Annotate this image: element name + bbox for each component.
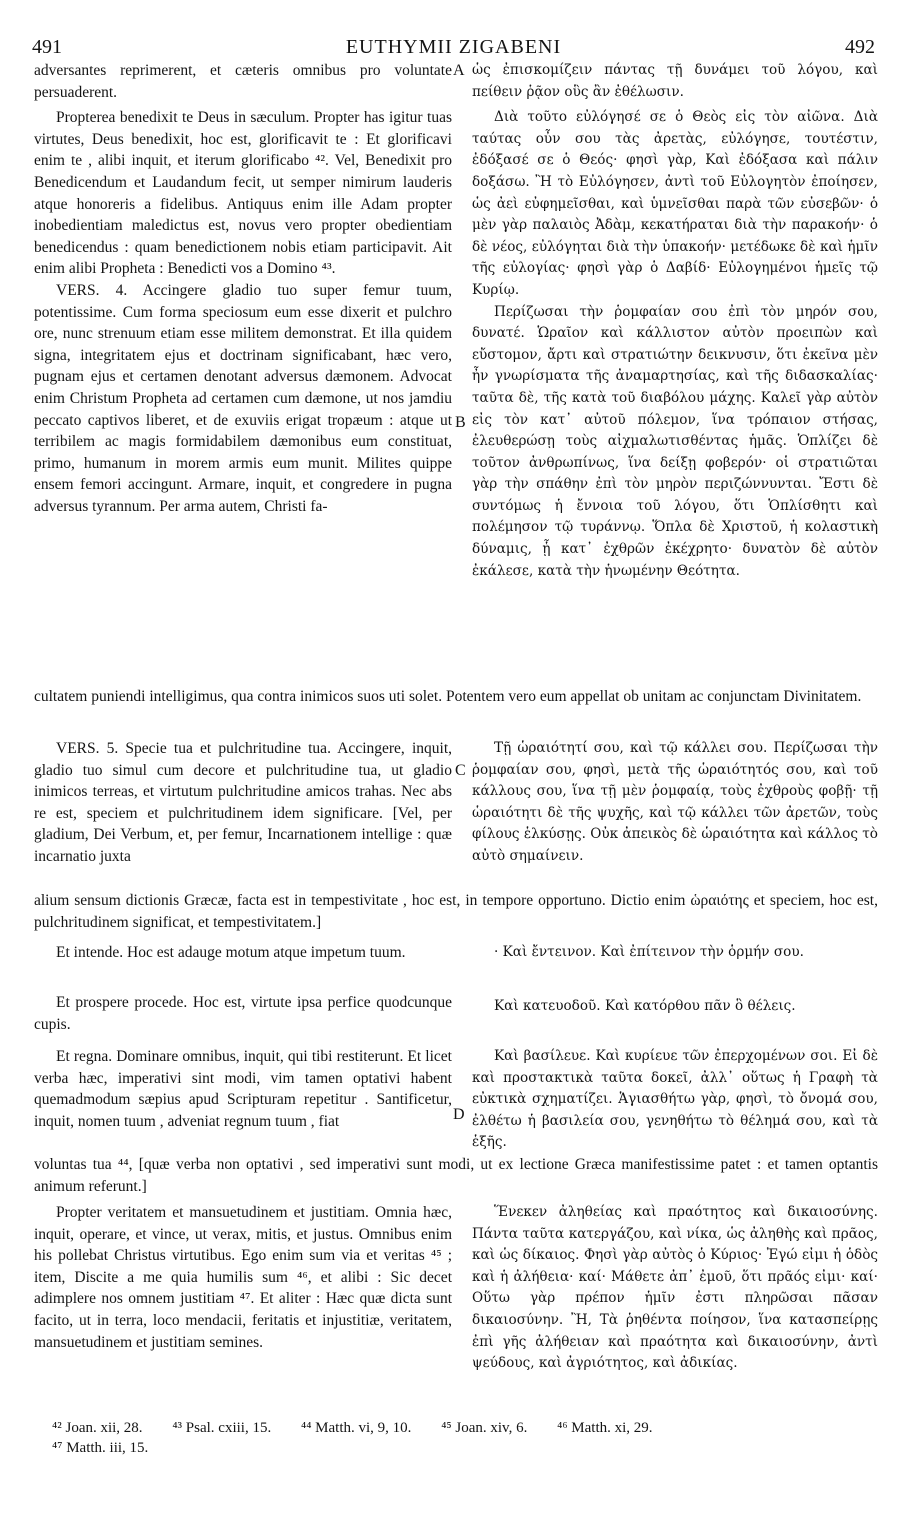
running-title: EUTHYMII ZIGABENI	[345, 36, 562, 58]
latin-paragraph: Et intende. Hoc est adauge motum atque impetum tuum.	[56, 944, 406, 961]
greek-column-3	[472, 1046, 878, 1154]
footnote: ⁴⁵ Joan. xiv, 6.	[441, 1420, 528, 1436]
greek-column-4	[472, 1202, 878, 1375]
greek-paragraph: Διὰ τοῦτο εὐλόγησέ σε ὁ Θεὸς εἰς τὸν αἰῶνα. Διὰ ταύτας οὖν σου τὰς ἀρετὰς, εὐλόγησε, τουτέστιν, ἐδόξασέ σε ὁ Θεός· φησὶ γὰρ, Καὶ ἐδόξασα καὶ πάλιν δοξάσω. Ἢ τὸ Εὐλόγησεν, ἀντὶ τοῦ Εὐλογητὸν ἐποίησεν, ὡς ἀεὶ εὐφημεῖσθαι, καὶ ὑμνεῖσθαι παρὰ τῶν εὐσεβῶν· ὁ μὲν γὰρ παλαιὸς Ἀδὰμ, κεκατήραται διὰ τὴν παρακοήν· ὁ δὲ νέος, εὐλόγηται διὰ τὴν ὑπακοήν· μετέδωκε δὲ καὶ ἡμῖν τῆς εὐλογίας· φησὶ γὰρ ὁ Δαβίδ· Εὐλογημένοι ἡμεῖς τῷ Κυρίῳ.	[472, 109, 878, 298]
greek-paragraph: ὡς ἐπισκομίζειν πάντας τῇ δυνάμει τοῦ λόγου, καὶ πείθειν ῥᾷον οὓς ἂν ἐθέλωσιν.	[472, 62, 878, 100]
greek-column-2	[472, 738, 878, 868]
latin-paragraph: VERS. 5. Specie tua et pulchritudine tua. Accingere, inquit, gladio tuo simul cum decore et pulchritudine tua, ut gladio inimicos terreas, et virtutum pulchritudine amicos trahas. Nec abs re est, speciem et pulchritudinem idem significare. [Vel, per gladium, Dei Verbum, et, per femur, Incarnationem intellige : quæ incarnatio juxta	[34, 740, 452, 865]
margin-marker-a: A	[453, 62, 465, 79]
greek-verse-kateuodou	[472, 996, 878, 1018]
footnote: ⁴⁶ Matth. xi, 29.	[557, 1420, 653, 1436]
latin-paragraph: Propter veritatem et mansuetudinem et justitiam. Omnia hæc, inquit, operare, et vince, ut verax, mitis, et justus. Omnibus enim his pollebat Christus virtutibus. Ego enim sum via et veritas ⁴⁵ ; item, Discite a me quia humilis sum ⁴⁶, et alibi : Sic decet adimplere nos omnem justitiam ⁴⁷. Et aliter : Hæc quæ dicta sunt facito, ut in terra, loco mendacii, feritatis et injustitiæ, veritatem, mansuetudinem et justitiam semines.	[34, 1204, 452, 1351]
greek-paragraph: Καὶ βασίλευε. Καὶ κυρίευε τῶν ἐπερχομένων σοι. Εἰ δὲ καὶ προστακτικὰ ταῦτα δοκεῖ, ἀλλ᾽ οὕτως ἡ Γραφὴ τὰ εὐκτικὰ σχηματίζει. Ἁγιασθήτω γὰρ, φησὶ, τὸ ὄνομά σου, ἐλθέτω ἡ βασιλεία σου, γενηθήτω τὸ θέλημά σου, καὶ τὰ ἑξῆς.	[472, 1048, 878, 1151]
footnote-row	[52, 1418, 882, 1438]
page-header	[32, 36, 875, 60]
latin-paragraph: Et regna. Dominare omnibus, inquit, qui tibi restiterunt. Et licet verba hæc, imperativi sint modi, vim tamen optativi habent quemadmodum sæpius apud Scripturam repetitur . Santificetur, inquit, nomen tuum , adveniat regnum tuum , fiat	[34, 1048, 452, 1130]
greek-verse-enteinon	[472, 942, 878, 964]
latin-paragraph: VERS. 4. Accingere gladio tuo super femur tuum, potentissime. Cum forma speciosum eum esse dixerit et pulchro ore, nunc strenuum etiam esse militem demonstrat. Et illa quidem signa, integritatem ejus et doctrinam significabant, hæc vero, pugnam ejus et certamen denotant adversus dæmonem. Advocat enim Christum Propheta ad certamen cum dæmone, ut nos jamdiu peccato captivos liberet, et de exuviis erigat tropæum : atque ut terribilem ac magis formidabilem dæmonibus eum constituat, primo, humanum in morem armis eum munit. Milites quippe ensem femori accingunt. Armare, inquit, et congredere in pugna adversus tyrannum. Per arma autem, Christi fa-	[34, 281, 452, 515]
greek-paragraph: Τῇ ὡραιότητί σου, καὶ τῷ κάλλει σου. Περίζωσαι τὴν ῥομφαίαν σου, φησὶ, μετὰ τῆς ὡραιότητός σου, καὶ τοῦ κάλλους σου, ἵνα τῇ μὲν ῥομφαίᾳ, τοὺς ἐχθροὺς φοβῇ· τῇ ὡραιότητι δὲ τῆς ψυχῆς, καὶ τῷ κάλλει τῶν ἀρετῶν, τοὺς φίλους ἑλκύσῃς. Οὐκ ἀπεικὸς δὲ ὡραιότητα καὶ κάλλος τὸ αὐτὸ σημαίνειν.	[472, 740, 878, 864]
latin-verse-procede	[34, 992, 452, 1035]
footnote: ⁴³ Psal. cxiii, 15.	[172, 1420, 272, 1436]
full-width-paragraph-2	[34, 890, 878, 933]
full-width-paragraph-3	[34, 1154, 878, 1197]
full-width-text: alium sensum dictionis Græcæ, facta est in tempestivitate , hoc est, in tempore opportuno. Dictio enim ὡραιότης et speciem, hoc est, pulchritudinem significat, et tempestivitatem.]	[34, 892, 878, 931]
greek-column-1	[472, 60, 878, 582]
page-number-right: 492	[845, 36, 875, 58]
full-width-paragraph-1	[34, 686, 878, 708]
latin-column-2	[34, 738, 452, 868]
margin-marker-b: B	[455, 414, 466, 431]
footnote: ⁴⁴ Matth. vi, 9, 10.	[300, 1420, 412, 1436]
latin-column-1	[34, 60, 452, 517]
latin-paragraph: Et prospere procede. Hoc est, virtute ipsa perfice quodcunque cupis.	[34, 994, 452, 1033]
greek-paragraph: · Καὶ ἔντεινον. Καὶ ἐπίτεινον τὴν ὁρμήν σου.	[494, 944, 804, 960]
footnote: ⁴⁷ Matth. iii, 15.	[52, 1440, 149, 1456]
greek-paragraph: Καὶ κατευοδοῦ. Καὶ κατόρθου πᾶν ὃ θέλεις.	[494, 998, 796, 1014]
page-number-left: 491	[32, 36, 62, 58]
greek-paragraph: Περίζωσαι τὴν ῥομφαίαν σου ἐπὶ τὸν μηρόν σου, δυνατέ. Ὡραῖον καὶ κάλλιστον αὐτὸν προειπὼν καὶ εὔστομον, ἄρτι καὶ στρατιώτην δεικνυσιν, ὅτι ἐκεῖνα μὲν ἦν γνωρίσματα τῆς ἀναμαρτησίας, καὶ τῆς διδασκαλίας· ταῦτα δὲ, τῆς κατὰ τοῦ διαβόλου μάχης. Καλεῖ γὰρ αὐτὸν εἰς τὸν κατ᾽ αὐτοῦ πόλεμον, ἵνα τρόπαιον στήσας, ἐλευθερώσῃ τοὺς αἰχμαλωτισθέντας ἡμᾶς. Ὁπλίζει δὲ τοῦτον ἀνθρωπίνως, ἵνα δείξῃ φοβερόν· οἱ στρατιῶται γὰρ τὴν σπάθην ἐπὶ τὸν μηρὸν περιζώννυνται. Ἔστι δὲ συντόμως ἡ ἔννοια τοῦ λόγου, ὅτι Ὁπλίσθητι καὶ πολέμησον τῷ τυράννῳ. Ὅπλα δὲ Χριστοῦ, ἡ κολαστικὴ δύναμις, ᾗ κατ᾽ ἐχθρῶν ἐκέχρητο· δυνατὸν δὲ αὐτὸν ἐκάλεσε, κατὰ τὴν ἡνωμένην Θεότητα.	[472, 303, 878, 579]
latin-verse-intende	[34, 942, 452, 964]
footnotes	[52, 1418, 882, 1458]
full-width-text: cultatem puniendi intelligimus, qua contra inimicos suos uti solet. Potentem vero eum appellat ob unitam ac conjunctam Divinitatem.	[34, 688, 862, 705]
latin-paragraph: adversantes reprimerent, et cæteris omnibus pro voluntate persuaderent.	[34, 62, 452, 101]
footnote: ⁴² Joan. xii, 28.	[52, 1420, 143, 1436]
full-width-text: voluntas tua ⁴⁴, [quæ verba non optativi , sed imperativi sunt modi, ut ex lectione Græca manifestissime patet : et tamen optantis animum referunt.]	[34, 1156, 878, 1195]
greek-paragraph: Ἕνεκεν ἀληθείας καὶ πραότητος καὶ δικαιοσύνης. Πάντα ταῦτα κατεργάζου, καὶ νίκα, ὡς ἀληθὴς καὶ πρᾶος, καὶ ὡς δίκαιος. Φησὶ γὰρ αὐτὸς ὁ Κύριος· Ἐγώ εἰμι ἡ ὁδὸς καὶ ἡ ἀλήθεια· καί· Μάθετε ἀπ᾽ ἐμοῦ, ὅτι πρᾶός εἰμι· καί· Οὕτω γὰρ πρέπον ἡμῖν ἐστι πληρῶσαι πᾶσαν δικαιοσύνην. Ἢ, Τὰ ῥηθέντα ποίησον, ἵνα κατασπείρῃς ἐπὶ γῆς ἀλήθειαν καὶ πραότητα καὶ δικαιοσύνην, ἀντὶ ψεύδους, καὶ ἀγριότητος, καὶ ἀδικίας.	[472, 1204, 878, 1372]
latin-column-4	[34, 1202, 452, 1353]
footnote-row	[52, 1438, 882, 1458]
latin-paragraph: Propterea benedixit te Deus in sæculum. Propter has igitur tuas virtutes, Deus benedixit, hoc est, glorificavit te : Et glorificavi enim te , alibi inquit, et iterum glorificabo ⁴². Vel, Benedixit pro Benedicendum et Laudandum fecit, ut semper nimirum lauderis atque honoreris a fidelibus. Antiquus enim ille Adam propter inobedientiam maledictus est, novus vero propter obedientiam benedicendus : quam benedictionem nobis etiam participavit. Ait enim alibi Propheta : Benedicti vos a Domino ⁴³.	[34, 109, 452, 278]
margin-marker-d: D	[453, 1106, 465, 1123]
margin-marker-c: C	[455, 762, 466, 779]
latin-column-3	[34, 1046, 452, 1132]
